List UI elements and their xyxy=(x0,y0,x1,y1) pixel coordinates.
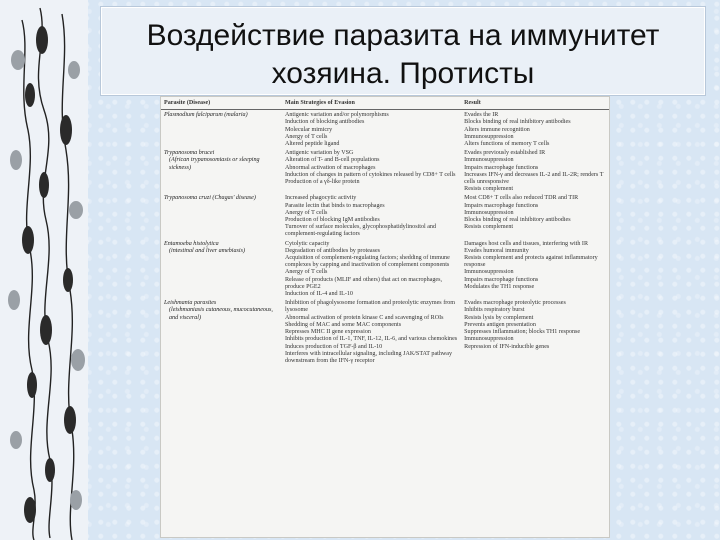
result-item: Impairs macrophage functions xyxy=(464,276,539,283)
result-item: Immunosuppression xyxy=(464,209,514,216)
parasite-cell xyxy=(161,239,282,299)
strategy-item: Antigenic variation by VSG xyxy=(284,150,354,157)
strategy-item: Altered peptide ligand xyxy=(284,141,340,148)
result-item: Alters immune recognition xyxy=(464,126,530,133)
parasite-name: Leishmania parasites xyxy=(164,300,217,307)
column-header-parasite: Parasite (Disease) xyxy=(161,97,282,110)
strategy-item: Alteration of T- and B-cell populations xyxy=(284,157,380,164)
slide-title-box xyxy=(100,6,706,96)
result-item: Impairs macrophage functions xyxy=(464,164,539,171)
result-item: Evades macrophage proteolytic processes xyxy=(464,300,566,307)
strategies-cell xyxy=(282,148,461,193)
result-item: Evades humoral immunity xyxy=(464,247,529,254)
strategy-item: Induction of blocking antibodies xyxy=(284,119,365,126)
table-row xyxy=(161,298,609,365)
column-header-strategies: Main Strategies of Evasion xyxy=(282,97,461,110)
parasite-note: (intestinal and liver amebiasis) xyxy=(169,247,245,254)
result-item: Increases IFN-γ and decreases IL-2 and IL-2R; renders T cells unresponsive xyxy=(464,171,604,186)
strategy-item: Interferes with intracellular signaling, including JAK/STAT pathway downstream from the IFN-γ receptor xyxy=(284,350,453,364)
slide-title xyxy=(101,17,705,93)
strategy-item: Release of products (MLIF and others) that act on macrophages, produce PGE2 xyxy=(284,276,442,290)
results-cell xyxy=(461,239,609,299)
result-item: Immunosuppression xyxy=(464,157,514,164)
result-item: Resists complement and protects against inflammatory response xyxy=(464,255,598,269)
slide-title-line-1: Воздействие паразита на иммунитет xyxy=(146,19,660,52)
strategy-item: Parasite lectin that binds to macrophages xyxy=(284,202,385,209)
strategy-item: Induction of IL-4 and IL-10 xyxy=(284,291,353,298)
result-item: Resists complement xyxy=(464,224,514,231)
result-item: Immunosuppression xyxy=(464,336,514,343)
parasite-name: Trypanosoma brucei xyxy=(164,150,215,157)
result-item: Blocks binding of real inhibitory antibodies xyxy=(464,217,571,224)
strategy-item: Molecular mimicry xyxy=(284,126,333,133)
parasite-note: (African trypanosomiasis or sleeping sickness) xyxy=(169,157,260,171)
strategy-item: Induces production of TGF-β and IL-10 xyxy=(284,343,383,350)
result-item: Resists complement xyxy=(464,186,514,193)
parasite-cell xyxy=(161,148,282,193)
decorative-parasite-illustration-strip xyxy=(0,0,88,540)
result-item: Repression of IFN-inducible genes xyxy=(464,343,550,350)
strategy-item: Turnover of surface molecules, glycophosphatidylinositol and complement-regulating factors xyxy=(284,224,437,238)
parasite-name: Trypanosoma cruzi (Chagas' disease) xyxy=(164,195,256,202)
strategy-item: Shedding of MAC and some MAC components xyxy=(284,321,402,328)
slide-title-line-2: хозяина. Протисты xyxy=(271,57,535,90)
strategy-item: Anergy of T cells xyxy=(284,269,328,276)
parasite-name: Plasmodium falciparum (malaria) xyxy=(164,112,248,119)
result-item: Resists lysis by complement xyxy=(464,314,534,321)
result-item: Blocks binding of real inhibitory antibodies xyxy=(464,119,571,126)
strategy-item: Represses MHC II gene expression xyxy=(284,329,371,336)
results-cell xyxy=(461,148,609,193)
parasite-cell xyxy=(161,298,282,365)
result-item: Impairs macrophage functions xyxy=(464,202,539,209)
strategies-cell xyxy=(282,110,461,149)
result-item: Inhibits respiratory burst xyxy=(464,307,525,314)
strategy-item: Inhibition of phagolysosome formation and proteolytic enzymes from lysosome xyxy=(284,300,456,314)
strategy-item: Abnormal activation of protein kinase C and scavenging of ROIs xyxy=(284,314,444,321)
strategy-item: Production of a γδ-like protein xyxy=(284,179,360,186)
strategy-item: Anergy of T cells xyxy=(284,133,328,140)
parasite-evasion-table-image xyxy=(160,96,610,538)
strategy-item: Antigenic variation and/or polymorphisms xyxy=(284,112,389,119)
strategy-item: Degradation of antibodies by proteases xyxy=(284,247,381,254)
result-item: Immunosuppression xyxy=(464,269,514,276)
results-cell xyxy=(461,110,609,149)
result-item: Most CD8+ T cells also reduced TDR and TIR xyxy=(464,195,579,202)
strategy-item: Acquisition of complement-regulating factors; shedding of immune complexes by capping and inactivation of complement components xyxy=(284,255,450,269)
strategy-item: Anergy of T cells xyxy=(284,209,328,216)
results-cell xyxy=(461,298,609,365)
parasite-note: (leishmaniasis cutaneous, mucocutaneous, and visceral) xyxy=(169,307,273,321)
parasite-drawings-icon xyxy=(0,0,88,540)
column-header-result: Result xyxy=(461,97,609,110)
strategies-cell xyxy=(282,239,461,299)
result-item: Prevents antigen presentation xyxy=(464,321,536,328)
strategy-item: Inhibits production of IL-1, TNF, IL-12, IL-6, and various chemokines xyxy=(284,336,458,343)
result-item: Damages host cells and tissues, interfering with IR xyxy=(464,240,589,247)
table-header-row xyxy=(161,97,609,110)
result-item: Evades previously established IR xyxy=(464,150,546,157)
result-item: Immunosuppression xyxy=(464,133,514,140)
parasite-cell xyxy=(161,110,282,149)
strategy-item: Abnormal activation of macrophages xyxy=(284,164,376,171)
table-row xyxy=(161,193,609,238)
table-row xyxy=(161,239,609,299)
strategy-item: Cytolytic capacity xyxy=(284,240,330,247)
table-row xyxy=(161,110,609,149)
table-body xyxy=(161,110,609,365)
result-item: Alters functions of memory T cells xyxy=(464,141,550,148)
strategy-item: Induction of changes in pattern of cytokines released by CD8+ T cells xyxy=(284,171,456,178)
result-item: Evades the IR xyxy=(464,112,499,119)
parasite-cell xyxy=(161,193,282,238)
strategy-item: Production of blocking IgM antibodies xyxy=(284,217,380,224)
parasite-evasion-table xyxy=(161,97,609,365)
strategies-cell xyxy=(282,298,461,365)
table-row xyxy=(161,148,609,193)
parasite-name: Entamoeba histolytica xyxy=(164,240,219,247)
result-item: Modulates the TH1 response xyxy=(464,283,535,290)
results-cell xyxy=(461,193,609,238)
strategy-item: Increased phagocytic activity xyxy=(284,195,357,202)
result-item: Suppresses inflammation; blocks TH1 response xyxy=(464,329,581,336)
strategies-cell xyxy=(282,193,461,238)
